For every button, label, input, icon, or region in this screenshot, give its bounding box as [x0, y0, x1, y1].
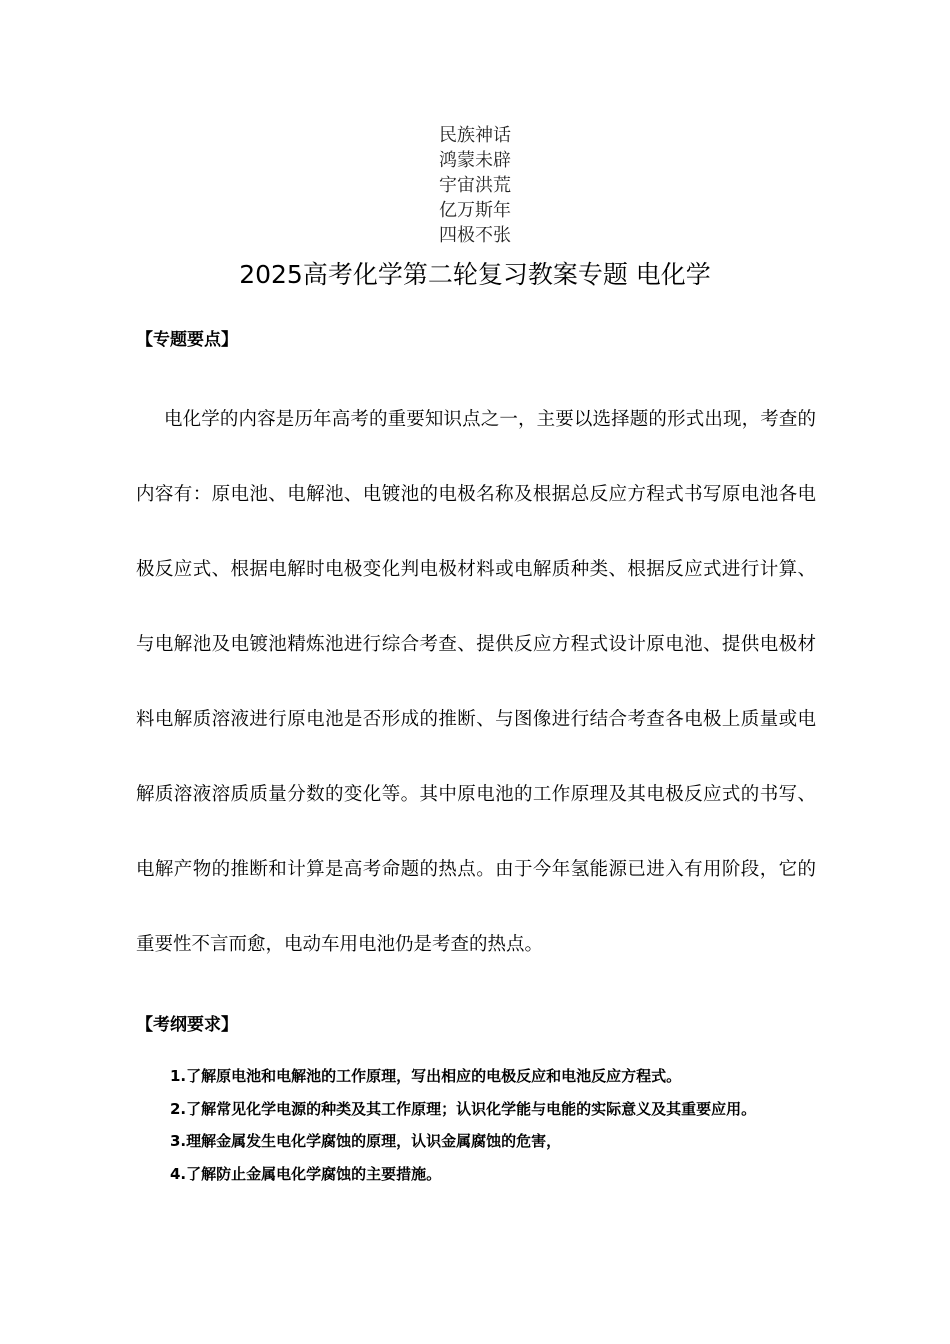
- requirement-item: 3.理解金属发生电化学腐蚀的原理，认识金属腐蚀的危害，: [170, 1132, 562, 1150]
- requirement-item: 1.了解原电池和电解池的工作原理，写出相应的电极反应和电池反应方程式。: [170, 1067, 682, 1085]
- poem-line: 四极不张: [439, 225, 511, 246]
- key-points-heading: 【专题要点】: [136, 330, 238, 350]
- requirements-list: [170, 1060, 840, 1190]
- poem-line: 宇宙洪荒: [439, 175, 511, 196]
- key-points-paragraph: 电化学的内容是历年高考的重要知识点之一，主要以选择题的形式出现，考查的内容有：原电池、电解池、电镀池的电极名称及根据总反应方程式书写原电池各电极反应式、根据电解时电极变化判电极材料或电解质种类、根据反应式进行计算、与电解池及电镀池精炼池进行综合考查、提供反应方程式设计原电池、提供电极材料电解质溶液进行原电池是否形成的推断、与图像进行结合考查各电极上质量或电解质溶液溶质质量分数的变化等。其中原电池的工作原理及其电极反应式的书写、电解产物的推断和计算是高考命题的热点。由于今年氢能源已进入有用阶段，它的重要性不言而愈，电动车用电池仍是考查的热点。: [136, 409, 816, 955]
- requirement-item: 2.了解常见化学电源的种类及其工作原理；认识化学能与电能的实际意义及其重要应用。: [170, 1099, 757, 1118]
- document-title: 2025高考化学第二轮复习教案专题 电化学: [239, 260, 711, 289]
- poem-block: [0, 123, 950, 248]
- poem-line: 亿万斯年: [439, 200, 511, 221]
- requirement-item: 4.了解防止金属电化学腐蚀的主要措施。: [170, 1164, 442, 1183]
- requirements-heading: 【考纲要求】: [136, 1015, 238, 1035]
- poem-line: 鸿蒙未辟: [439, 150, 511, 171]
- poem-line: 民族神话: [439, 125, 511, 146]
